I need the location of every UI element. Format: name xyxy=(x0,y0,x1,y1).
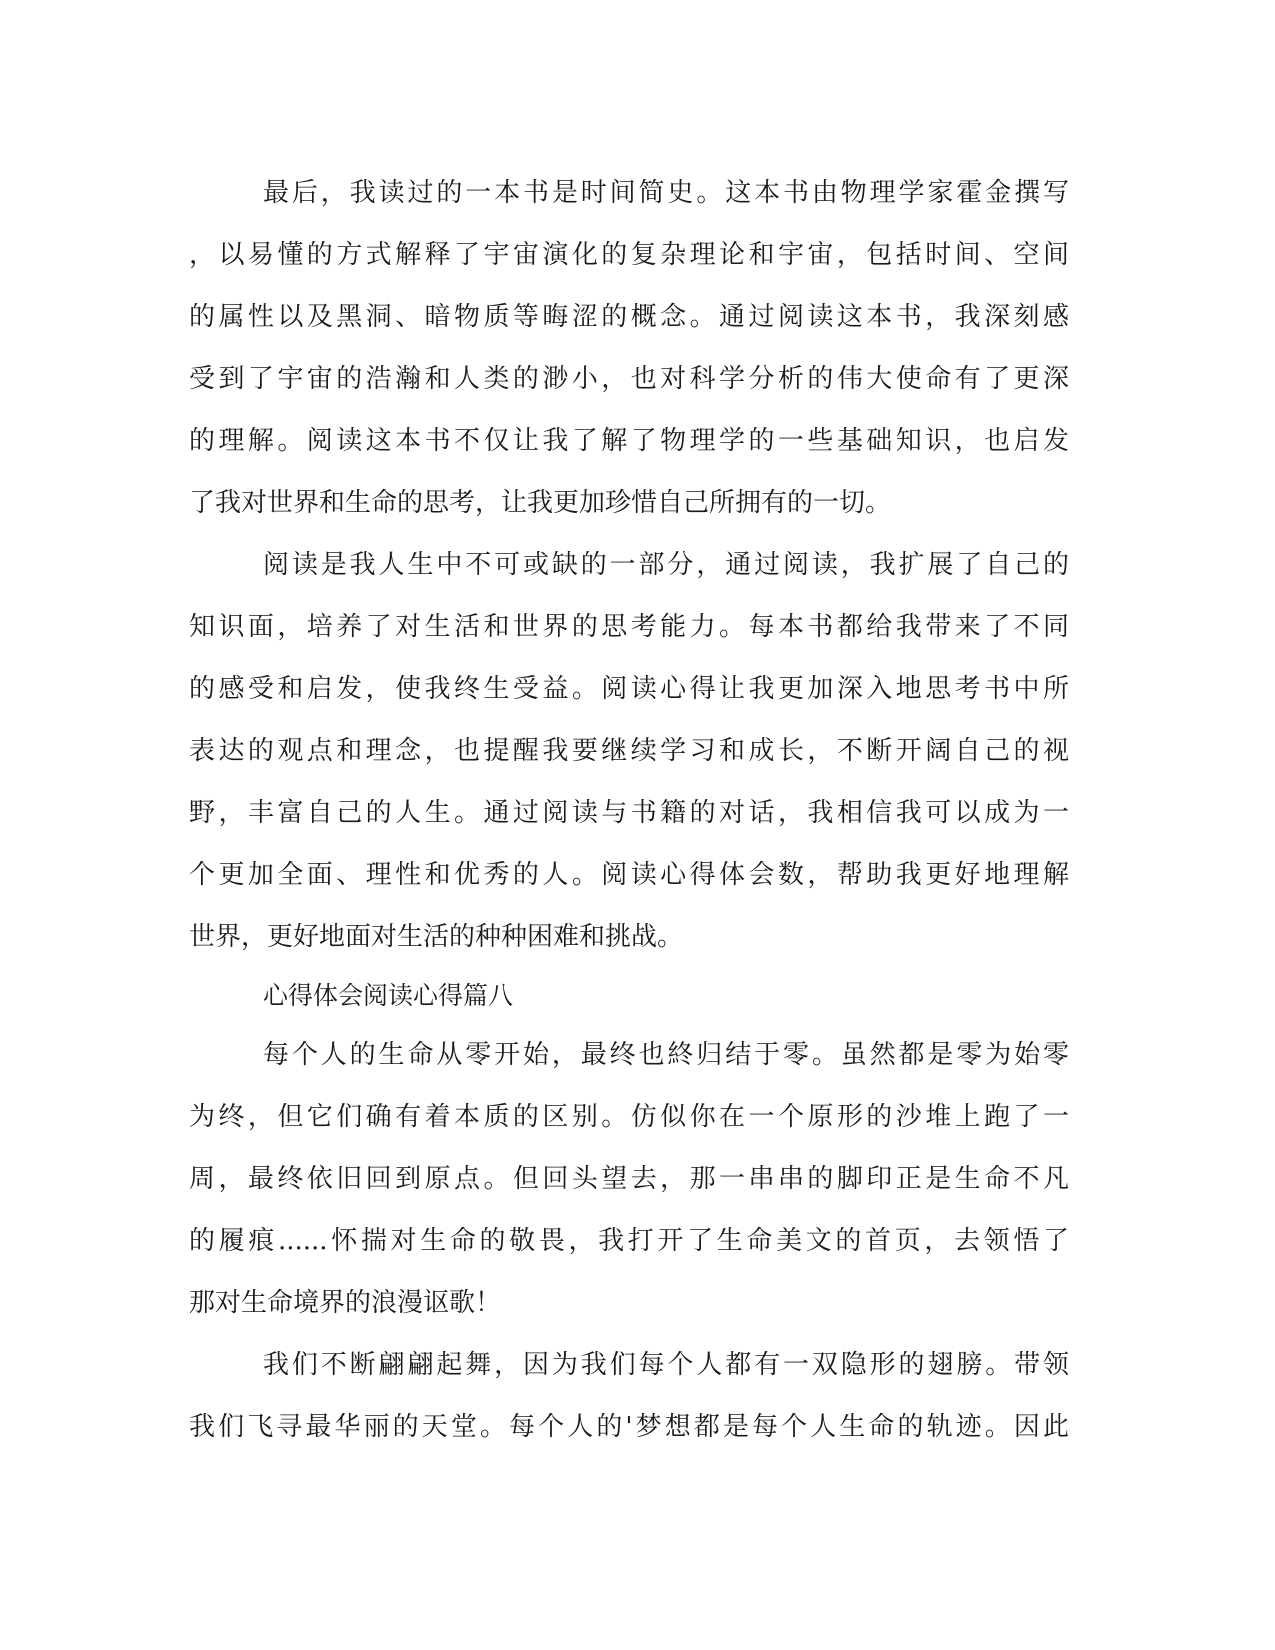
paragraph-line: 每个人的生命从零开始，最终也終归结于零。虽然都是零为始零 xyxy=(263,1040,1069,1070)
paragraph-line: ，以易懂的方式解释了宇宙演化的复杂理论和宇宙，包括时间、空间 xyxy=(189,240,1069,270)
paragraph-line: 最后，我读过的一本书是时间简史。这本书由物理学家霍金撰写 xyxy=(263,178,1069,208)
paragraph xyxy=(189,1334,1069,1458)
paragraph-line: 个更加全面、理性和优秀的人。阅读心得体会数，帮助我更好地理解 xyxy=(189,860,1069,890)
paragraph xyxy=(189,1024,1069,1334)
paragraph-line: 为终，但它们确有着本质的区别。仿似你在一个原形的沙堆上跑了一 xyxy=(189,1102,1069,1132)
paragraph-line: 的履痕......怀揣对生命的敬畏，我打开了生命美文的首页，去领悟了 xyxy=(189,1226,1069,1256)
paragraph-line: 我们不断翩翩起舞，因为我们每个人都有一双隐形的翅膀。带领 xyxy=(263,1350,1069,1380)
section-heading: 心得体会阅读心得篇八 xyxy=(263,981,514,1010)
document-body xyxy=(189,162,1069,1458)
paragraph-line: 野，丰富自己的人生。通过阅读与书籍的对话，我相信我可以成为一 xyxy=(189,798,1069,828)
paragraph-line: 阅读是我人生中不可或缺的一部分，通过阅读，我扩展了自己的 xyxy=(263,550,1069,580)
paragraph xyxy=(189,534,1069,968)
paragraph-line: 的理解。阅读这本书不仅让我了解了物理学的一些基础知识，也启发 xyxy=(189,426,1069,456)
paragraph-line: 表达的观点和理念，也提醒我要继续学习和成长，不断开阔自己的视 xyxy=(189,736,1069,766)
paragraph-line: 的属性以及黑洞、暗物质等晦涩的概念。通过阅读这本书，我深刻感 xyxy=(189,302,1069,332)
paragraph-line: 周，最终依旧回到原点。但回头望去，那一串串的脚印正是生命不凡 xyxy=(189,1164,1069,1194)
paragraph-line: 知识面，培养了对生活和世界的思考能力。每本书都给我带来了不同 xyxy=(189,612,1069,642)
paragraph-line: 了我对世界和生命的思考，让我更加珍惜自己所拥有的一切。 xyxy=(189,488,892,518)
paragraph-line: 受到了宇宙的浩瀚和人类的渺小，也对科学分析的伟大使命有了更深 xyxy=(189,364,1069,394)
paragraph-line: 我们飞寻最华丽的天堂。每个人的'梦想都是每个人生命的轨迹。因此 xyxy=(189,1412,1069,1442)
paragraph xyxy=(189,162,1069,534)
paragraph-line: 的感受和启发，使我终生受益。阅读心得让我更加深入地思考书中所 xyxy=(189,674,1069,704)
paragraph-line: 那对生命境界的浪漫讴歌！ xyxy=(189,1288,502,1318)
paragraph-line: 世界，更好地面对生活的种种困难和挑战。 xyxy=(189,922,684,952)
